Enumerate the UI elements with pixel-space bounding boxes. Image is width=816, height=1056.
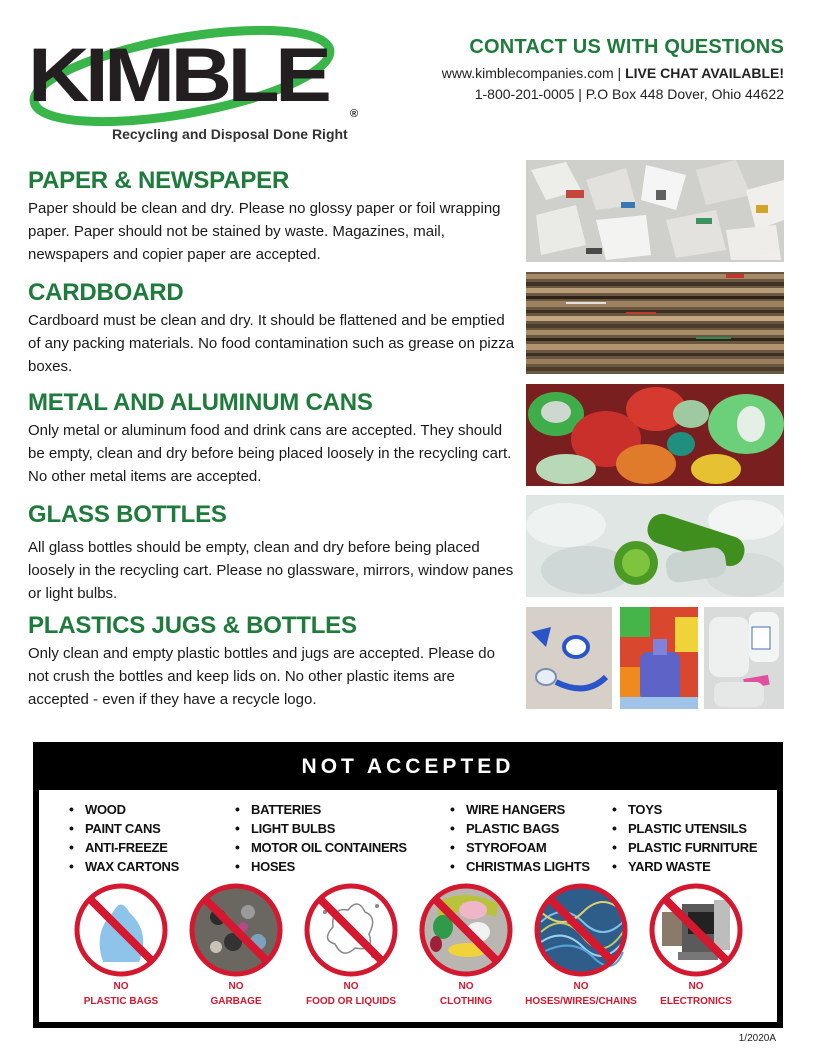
revision-code: 1/2020A [738,1033,776,1044]
list-item: • HOSES [235,857,407,876]
kimble-logo [22,18,359,148]
list-item: • LIGHT BULBS [235,819,407,838]
icon-label-line1: NO [343,981,359,992]
section-body: Cardboard must be clean and dry. It should be flattened and be emptied of any packing materials. No food contamination such as grease on pizza boxes. [28,312,515,376]
registered-mark: ® [350,108,359,120]
icon-label-line2: GARBAGE [210,996,262,1007]
prohibition-icons [63,882,757,1012]
section-cardboard [28,280,518,378]
no-plastic-bags-item [63,882,179,1008]
separator: | [578,86,582,102]
icon-label-line1: NO [113,981,129,992]
separator: | [617,65,622,81]
section-title: METAL AND ALUMINUM CANS [28,389,373,416]
list-item: • ANTI-FREEZE [69,838,179,857]
no-plastic-bags-icon [73,882,169,978]
section-title: GLASS BOTTLES [28,501,227,528]
no-clothing-item [408,882,524,1008]
contact-phone-line [442,86,784,102]
not-accepted-panel [33,742,783,1028]
section-plastics [28,613,518,711]
list-item: • BATTERIES [235,800,407,819]
icon-label-line2: CLOTHING [439,996,493,1007]
list-item: • PLASTIC UTENSILS [612,819,757,838]
icon-label-line1: NO [688,981,704,992]
list-item: • MOTOR OIL CONTAINERS [235,838,407,857]
no-garbage-item [178,882,294,1008]
phone-number[interactable]: 1-800-201-0005 [474,86,575,102]
logo-tagline: Recycling and Disposal Done Right [112,126,348,142]
no-electronics-item [638,882,754,1008]
list-item: • PLASTIC FURNITURE [612,838,757,857]
not-accepted-column-4 [612,800,757,876]
section-body: Only metal or aluminum food and drink cans are accepted. They should be empty, clean and dry before being placed loosely in the recycling cart. No other metal items are accepted. [28,422,512,486]
list-item: • PLASTIC BAGS [450,819,590,838]
section-glass-bottles [28,502,518,605]
icon-label-line2: HOSES/WIRES/CHAINS [525,996,637,1007]
paper-pile-photo [526,160,784,262]
mailing-address: P.O Box 448 Dover, Ohio 44622 [585,86,784,102]
list-item: • PAINT CANS [69,819,179,838]
cardboard-stack-photo [526,272,784,374]
icon-label-line2: ELECTRONICS [660,996,732,1007]
website-link[interactable]: www.kimblecompanies.com [441,65,614,81]
logo-wordmark: KIMBLE [28,33,328,118]
section-body: All glass bottles should be empty, clean and dry before being placed loosely in the recycling cart. Please no glassware, mirrors, window panes or light bulbs. [28,539,514,603]
contact-title: CONTACT US WITH QUESTIONS [469,36,784,58]
no-hoses-wires-chains-icon [533,882,629,978]
no-garbage-icon [188,882,284,978]
list-item: • YARD WASTE [612,857,757,876]
section-paper [28,168,518,266]
list-item: • WOOD [69,800,179,819]
contact-block [442,36,784,102]
plastic-jugs-photo [620,607,698,709]
no-clothing-icon [418,882,514,978]
contact-web-line [442,65,784,81]
icon-label-line1: NO [573,981,589,992]
glass-bottles-photo [526,495,784,597]
milk-jugs-photo [704,607,784,709]
crushed-cans-photo [526,384,784,486]
list-item: • WAX CARTONS [69,857,179,876]
no-food-liquids-item [293,882,409,1008]
section-metal-cans [28,390,518,488]
not-accepted-column-2 [235,800,407,876]
icon-label-line1: NO [458,981,474,992]
no-food-liquids-icon [303,882,399,978]
list-item: • STYROFOAM [450,838,590,857]
no-hoses-wires-chains-item [523,882,639,1008]
live-chat-label[interactable]: LIVE CHAT AVAILABLE! [625,65,784,81]
list-item: • TOYS [612,800,757,819]
plastic-bottles-photo [526,607,612,709]
no-electronics-icon [648,882,744,978]
not-accepted-column-1 [69,800,179,876]
section-title: CARDBOARD [28,279,184,306]
not-accepted-title: NOT ACCEPTED [39,742,777,790]
section-body: Only clean and empty plastic bottles and jugs are accepted. Please do not crush the bottles and keep lids on. No other plastic items are accepted - even if they have a recycle logo. [28,645,495,709]
icon-label-line1: NO [228,981,244,992]
list-item: • CHRISTMAS LIGHTS [450,857,590,876]
list-item: • WIRE HANGERS [450,800,590,819]
section-title: PAPER & NEWSPAPER [28,167,290,194]
icon-label-line2: FOOD OR LIQUIDS [306,996,396,1007]
not-accepted-column-3 [450,800,590,876]
icon-label-line2: PLASTIC BAGS [83,996,159,1007]
section-body: Paper should be clean and dry. Please no glossy paper or foil wrapping paper. Paper should not be stained by waste. Magazines, mail, newspapers and copier paper are accepted. [28,200,501,264]
section-title: PLASTICS JUGS & BOTTLES [28,612,357,639]
